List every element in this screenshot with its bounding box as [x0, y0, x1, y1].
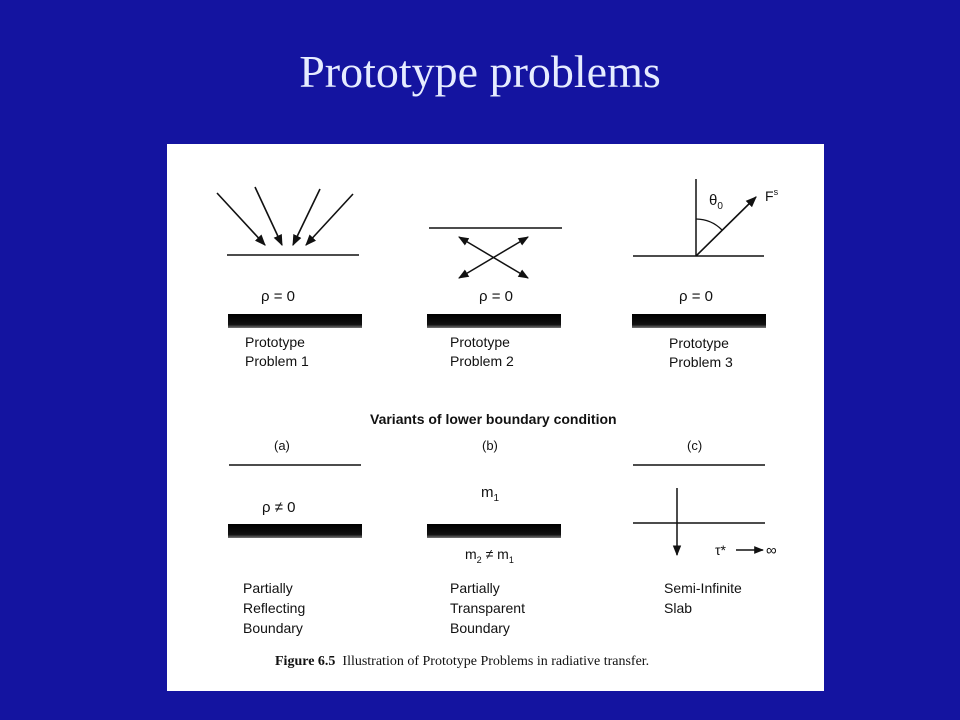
variant-tag: (a)	[274, 438, 290, 453]
variant-label-line3: Boundary	[450, 620, 510, 636]
radiative-transfer-figure	[167, 144, 824, 691]
variant-tag: (c)	[687, 438, 703, 453]
variant-a	[228, 438, 362, 636]
problem-label-line2: Problem 1	[245, 353, 309, 369]
tau-star-label: τ*	[715, 542, 726, 558]
problem-label-line2: Problem 3	[669, 354, 733, 370]
zenith-angle-arc	[696, 219, 722, 230]
incident-ray-arrow	[255, 187, 282, 245]
problem-label-line1: Prototype	[669, 335, 729, 351]
variant-label-line1: Partially	[243, 580, 293, 596]
incident-ray-arrow	[217, 193, 265, 245]
variants-heading: Variants of lower boundary condition	[370, 411, 617, 427]
flux-label: $F^s$	[765, 187, 779, 204]
infinity-symbol: ∞	[766, 542, 777, 559]
prototype-problem-2	[427, 228, 562, 369]
variant-c	[633, 438, 777, 616]
lower-boundary-slab	[228, 524, 362, 538]
m1-label: $m_1$	[481, 484, 500, 504]
incident-ray-arrow	[293, 189, 320, 245]
rho-label-1: ρ = 0	[261, 288, 295, 305]
variant-label-line2: Transparent	[450, 600, 525, 616]
prototype-problem-1	[217, 187, 362, 369]
variant-label-line1: Semi-Infinite	[664, 580, 742, 596]
m2-neq-m1-label: $m_2 \ne m_1$	[465, 546, 514, 565]
problem-label-line1: Prototype	[245, 334, 305, 350]
figure-caption: Figure 6.5 Illustration of Prototype Problems in radiative transfer.	[275, 654, 650, 669]
variant-label-line2: Reflecting	[243, 600, 306, 616]
rho-nonzero-label: ρ ≠ 0	[262, 499, 296, 516]
rho-label-3: ρ = 0	[679, 288, 713, 305]
theta-zero-label: $\theta_0$	[709, 192, 723, 212]
variant-tag: (b)	[482, 438, 498, 453]
lower-boundary-slab	[427, 314, 561, 328]
variant-label-line3: Boundary	[243, 620, 303, 636]
figure-panel	[167, 144, 824, 691]
lower-boundary-slab	[632, 314, 766, 328]
lower-boundary-slab	[228, 314, 362, 328]
problem-label-line1: Prototype	[450, 334, 510, 350]
lower-boundary-slab	[427, 524, 561, 538]
problem-label-line2: Problem 2	[450, 353, 514, 369]
variant-label-line1: Partially	[450, 580, 500, 596]
prototype-problem-3	[632, 179, 779, 370]
variant-b	[427, 438, 561, 636]
variant-label-line2: Slab	[664, 600, 693, 616]
slide-title: Prototype problems	[299, 46, 661, 97]
rho-label-2: ρ = 0	[479, 288, 513, 305]
solar-beam-arrow	[696, 197, 756, 256]
